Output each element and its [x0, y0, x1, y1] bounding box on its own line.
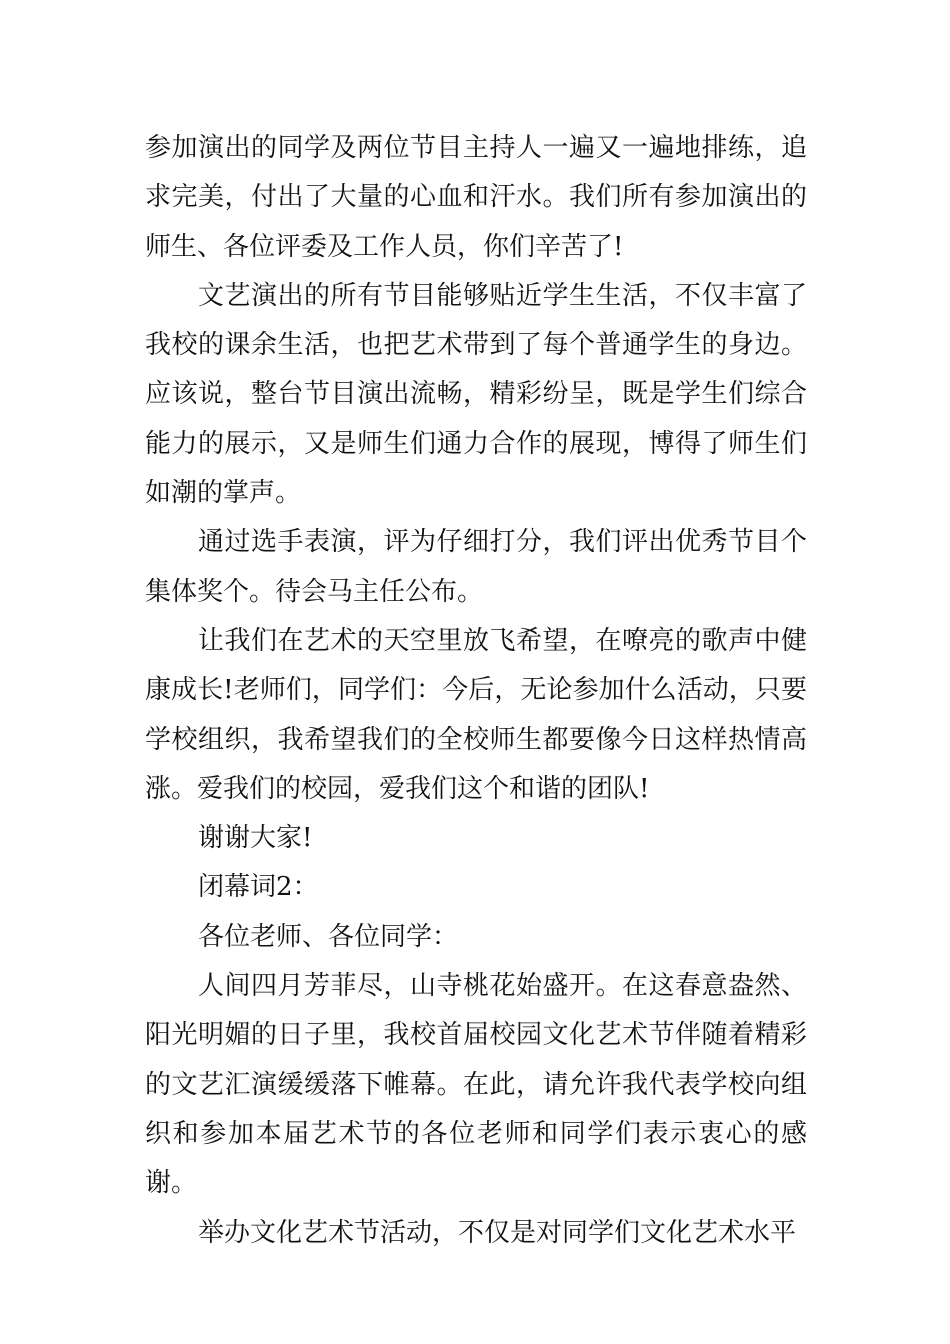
paragraph-3: 通过选手表演，评为仔细打分，我们评出优秀节目个集体奖个。待会马主任公布。	[145, 527, 807, 607]
salutation: 各位老师、各位同学：	[198, 921, 459, 952]
paragraph-thanks: 谢谢大家!	[198, 823, 313, 854]
document-page	[145, 124, 807, 1258]
paragraph-6: 举办文化艺术节活动，不仅是对同学们文化艺术水平	[198, 1217, 797, 1248]
paragraph-2: 文艺演出的所有节目能够贴近学生生活，不仅丰富了我校的课余生活，也把艺术带到了每个普通学生的身边。应该说，整台节目演出流畅，精彩纷呈，既是学生们综合能力的展示，又是师生们通力合作的展现，博得了师生们如潮的掌声。	[145, 280, 807, 509]
section-heading-closing-speech-2: 闭幕词2：	[198, 872, 319, 903]
paragraph-1: 参加演出的同学及两位节目主持人一遍又一遍地排练，追求完美，付出了大量的心血和汗水。我们所有参加演出的师生、各位评委及工作人员，你们辛苦了!	[145, 133, 807, 262]
paragraph-5: 人间四月芳菲尽，山寺桃花始盛开。在这春意盎然、阳光明媚的日子里，我校首届校园文化艺术节伴随着精彩的文艺汇演缓缓落下帷幕。在此，请允许我代表学校向组织和参加本届艺术节的各位老师和同学们表示衷心的感谢。	[145, 971, 807, 1199]
paragraph-4: 让我们在艺术的天空里放飞希望，在嘹亮的歌声中健康成长!老师们，同学们：今后，无论参加什么活动，只要学校组织，我希望我们的全校师生都要像今日这样热情高涨。爱我们的校园，爱我们这个和谐的团队!	[145, 625, 807, 804]
